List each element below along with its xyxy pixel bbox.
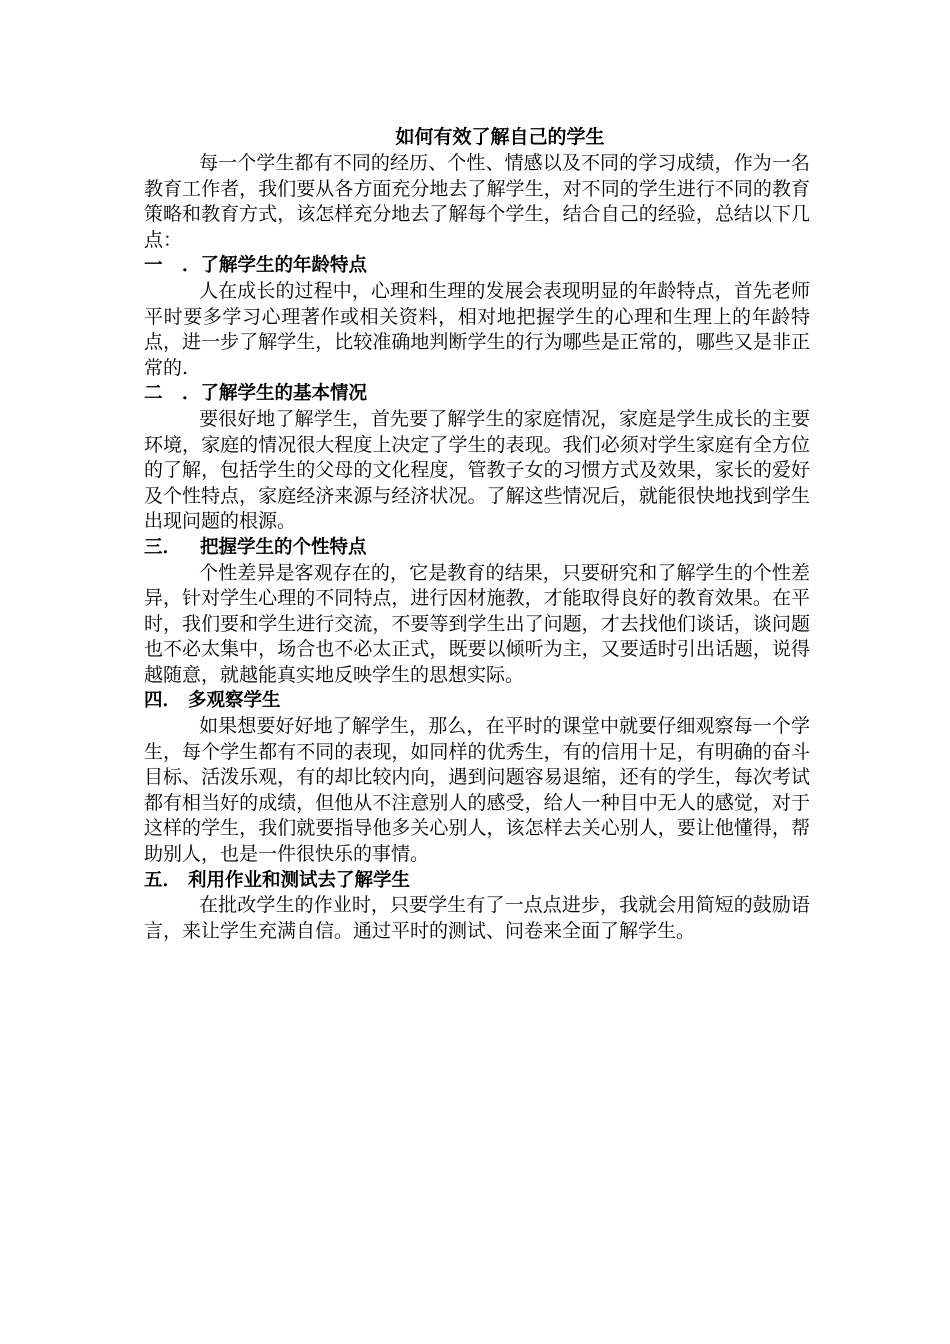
document-page bbox=[144, 124, 810, 944]
section-3 bbox=[144, 535, 810, 689]
section-heading-text: 多观察学生 bbox=[188, 690, 281, 712]
section-number: 四． bbox=[144, 690, 182, 712]
section-heading-text: ．了解学生的年龄特点 bbox=[182, 255, 368, 277]
document-title: 如何有效了解自己的学生 bbox=[395, 126, 605, 148]
section-2 bbox=[144, 381, 810, 535]
section-number: 五． bbox=[144, 869, 182, 891]
section-heading bbox=[144, 535, 810, 561]
section-body: 个性差异是客观存在的，它是教育的结果，只要研究和了解学生的个性差异，针对学生心理的不同特点，进行因材施教，才能取得良好的教育效果。在平时，我们要和学生进行交流，不要等到学生出了问题，才去找他们谈话，谈问题也不必太集中，场合也不必太正式，既要以倾听为主，又要适时引出话题，说得越随意，就越能真实地反映学生的思想实际。 bbox=[144, 561, 810, 686]
section-heading-text: 利用作业和测试去了解学生 bbox=[188, 869, 411, 891]
section-number: 三． bbox=[144, 536, 182, 558]
section-heading bbox=[144, 381, 810, 407]
section-body: 如果想要好好地了解学生，那么，在平时的课堂中就要仔细观察每一个学生，每个学生都有不同的表现，如同样的优秀生，有的信用十足，有明确的奋斗目标、活泼乐观，有的却比较内向，遇到问题容易退缩，还有的学生，每次考试都有相当好的成绩，但他从不注意别人的感受，给人一种目中无人的感觉，对于这样的学生，我们就要指导他多关心别人，该怎样去关心别人，要让他懂得，帮助别人，也是一件很快乐的事情。 bbox=[144, 715, 810, 866]
section-body: 人在成长的过程中，心理和生理的发展会表现明显的年龄特点，首先老师平时要多学习心理著作或相关资料，相对地把握学生的心理和生理上的年龄特点，进一步了解学生，比较准确地判断学生的行为哪些是正常的，哪些又是非正常的. bbox=[144, 279, 810, 379]
section-heading bbox=[144, 253, 810, 279]
section-1 bbox=[144, 253, 810, 381]
intro-paragraph: 每一个学生都有不同的经历、个性、情感以及不同的学习成绩，作为一名教育工作者，我们要从各方面充分地去了解学生，对不同的学生进行不同的教育策略和教育方式，该怎样充分地去了解每个学生，结合自己的经验，总结以下几点： bbox=[144, 152, 810, 251]
section-number: 二 bbox=[144, 383, 163, 405]
section-heading bbox=[144, 688, 810, 714]
section-heading-text: ．了解学生的基本情况 bbox=[182, 383, 368, 405]
section-4 bbox=[144, 688, 810, 867]
section-heading-text: 把握学生的个性特点 bbox=[200, 536, 367, 558]
section-body: 在批改学生的作业时，只要学生有了一点点进步，我就会用简短的鼓励语言，来让学生充满自信。通过平时的测试、问卷来全面了解学生。 bbox=[144, 894, 810, 942]
section-number: 一 bbox=[144, 255, 163, 277]
section-body: 要很好地了解学生，首先要了解学生的家庭情况，家庭是学生成长的主要环境，家庭的情况很大程度上决定了学生的表现。我们必须对学生家庭有全方位的了解，包括学生的父母的文化程度，管教子女的习惯方式及效果，家长的爱好及个性特点，家庭经济来源与经济状况。了解这些情况后，就能很快地找到学生出现问题的根源。 bbox=[144, 407, 810, 533]
section-heading bbox=[144, 868, 810, 894]
section-5 bbox=[144, 868, 810, 945]
